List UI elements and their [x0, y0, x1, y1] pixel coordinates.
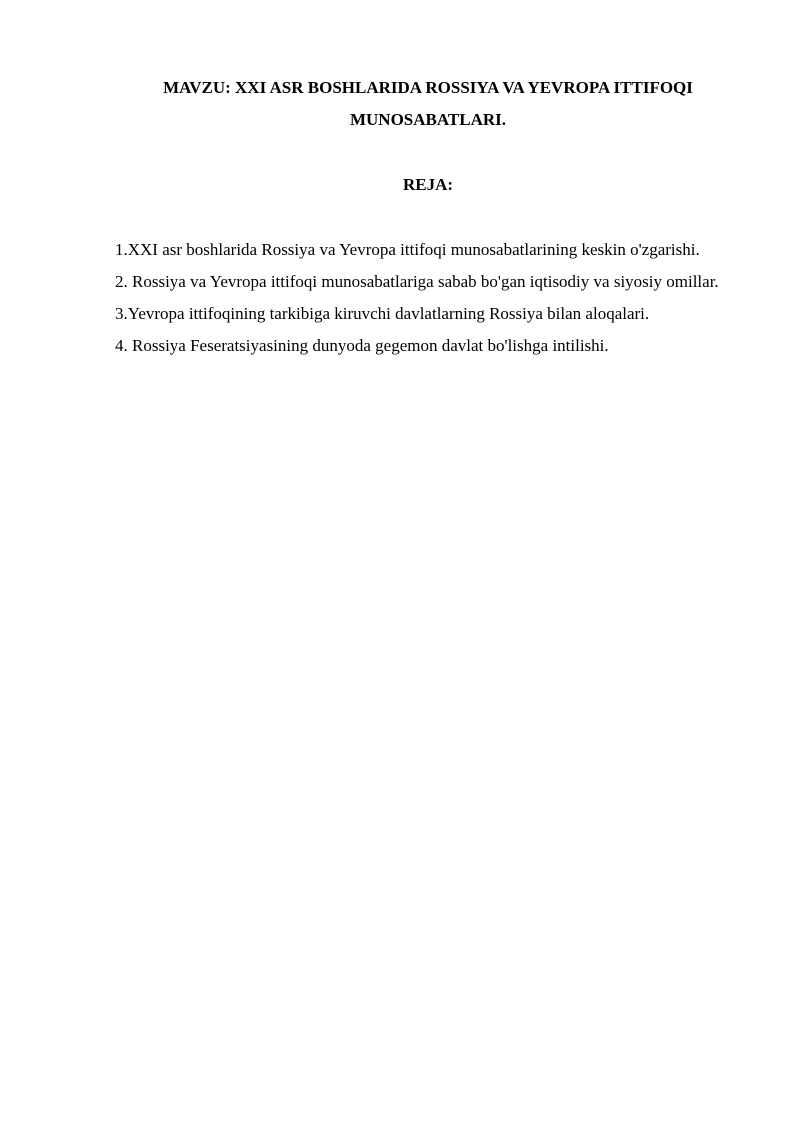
- document-title-line-1: MAVZU: XXI ASR BOSHLARIDA ROSSIYA VA YEVROPA ITTIFOQI: [163, 78, 693, 97]
- plan-item-4: 4. Rossiya Feseratsiyasining dunyoda gegemon davlat bo'lishga intilishi.: [115, 336, 609, 355]
- plan-item-3: 3.Yevropa ittifoqining tarkibiga kiruvchi davlatlarning Rossiya bilan aloqalari.: [115, 304, 650, 323]
- plan-heading: REJA:: [402, 175, 454, 194]
- plan-item-1: 1.XXI asr boshlarida Rossiya va Yevropa ittifoqi munosabatlarining keskin o'zgarishi.: [115, 240, 700, 259]
- document-title-line-2: MUNOSABATLARI.: [349, 110, 506, 129]
- plan-item-2: 2. Rossiya va Yevropa ittifoqi munosabatlariga sabab bo'gan iqtisodiy va siyosiy omillar.: [115, 272, 719, 291]
- plan-list: [115, 234, 735, 362]
